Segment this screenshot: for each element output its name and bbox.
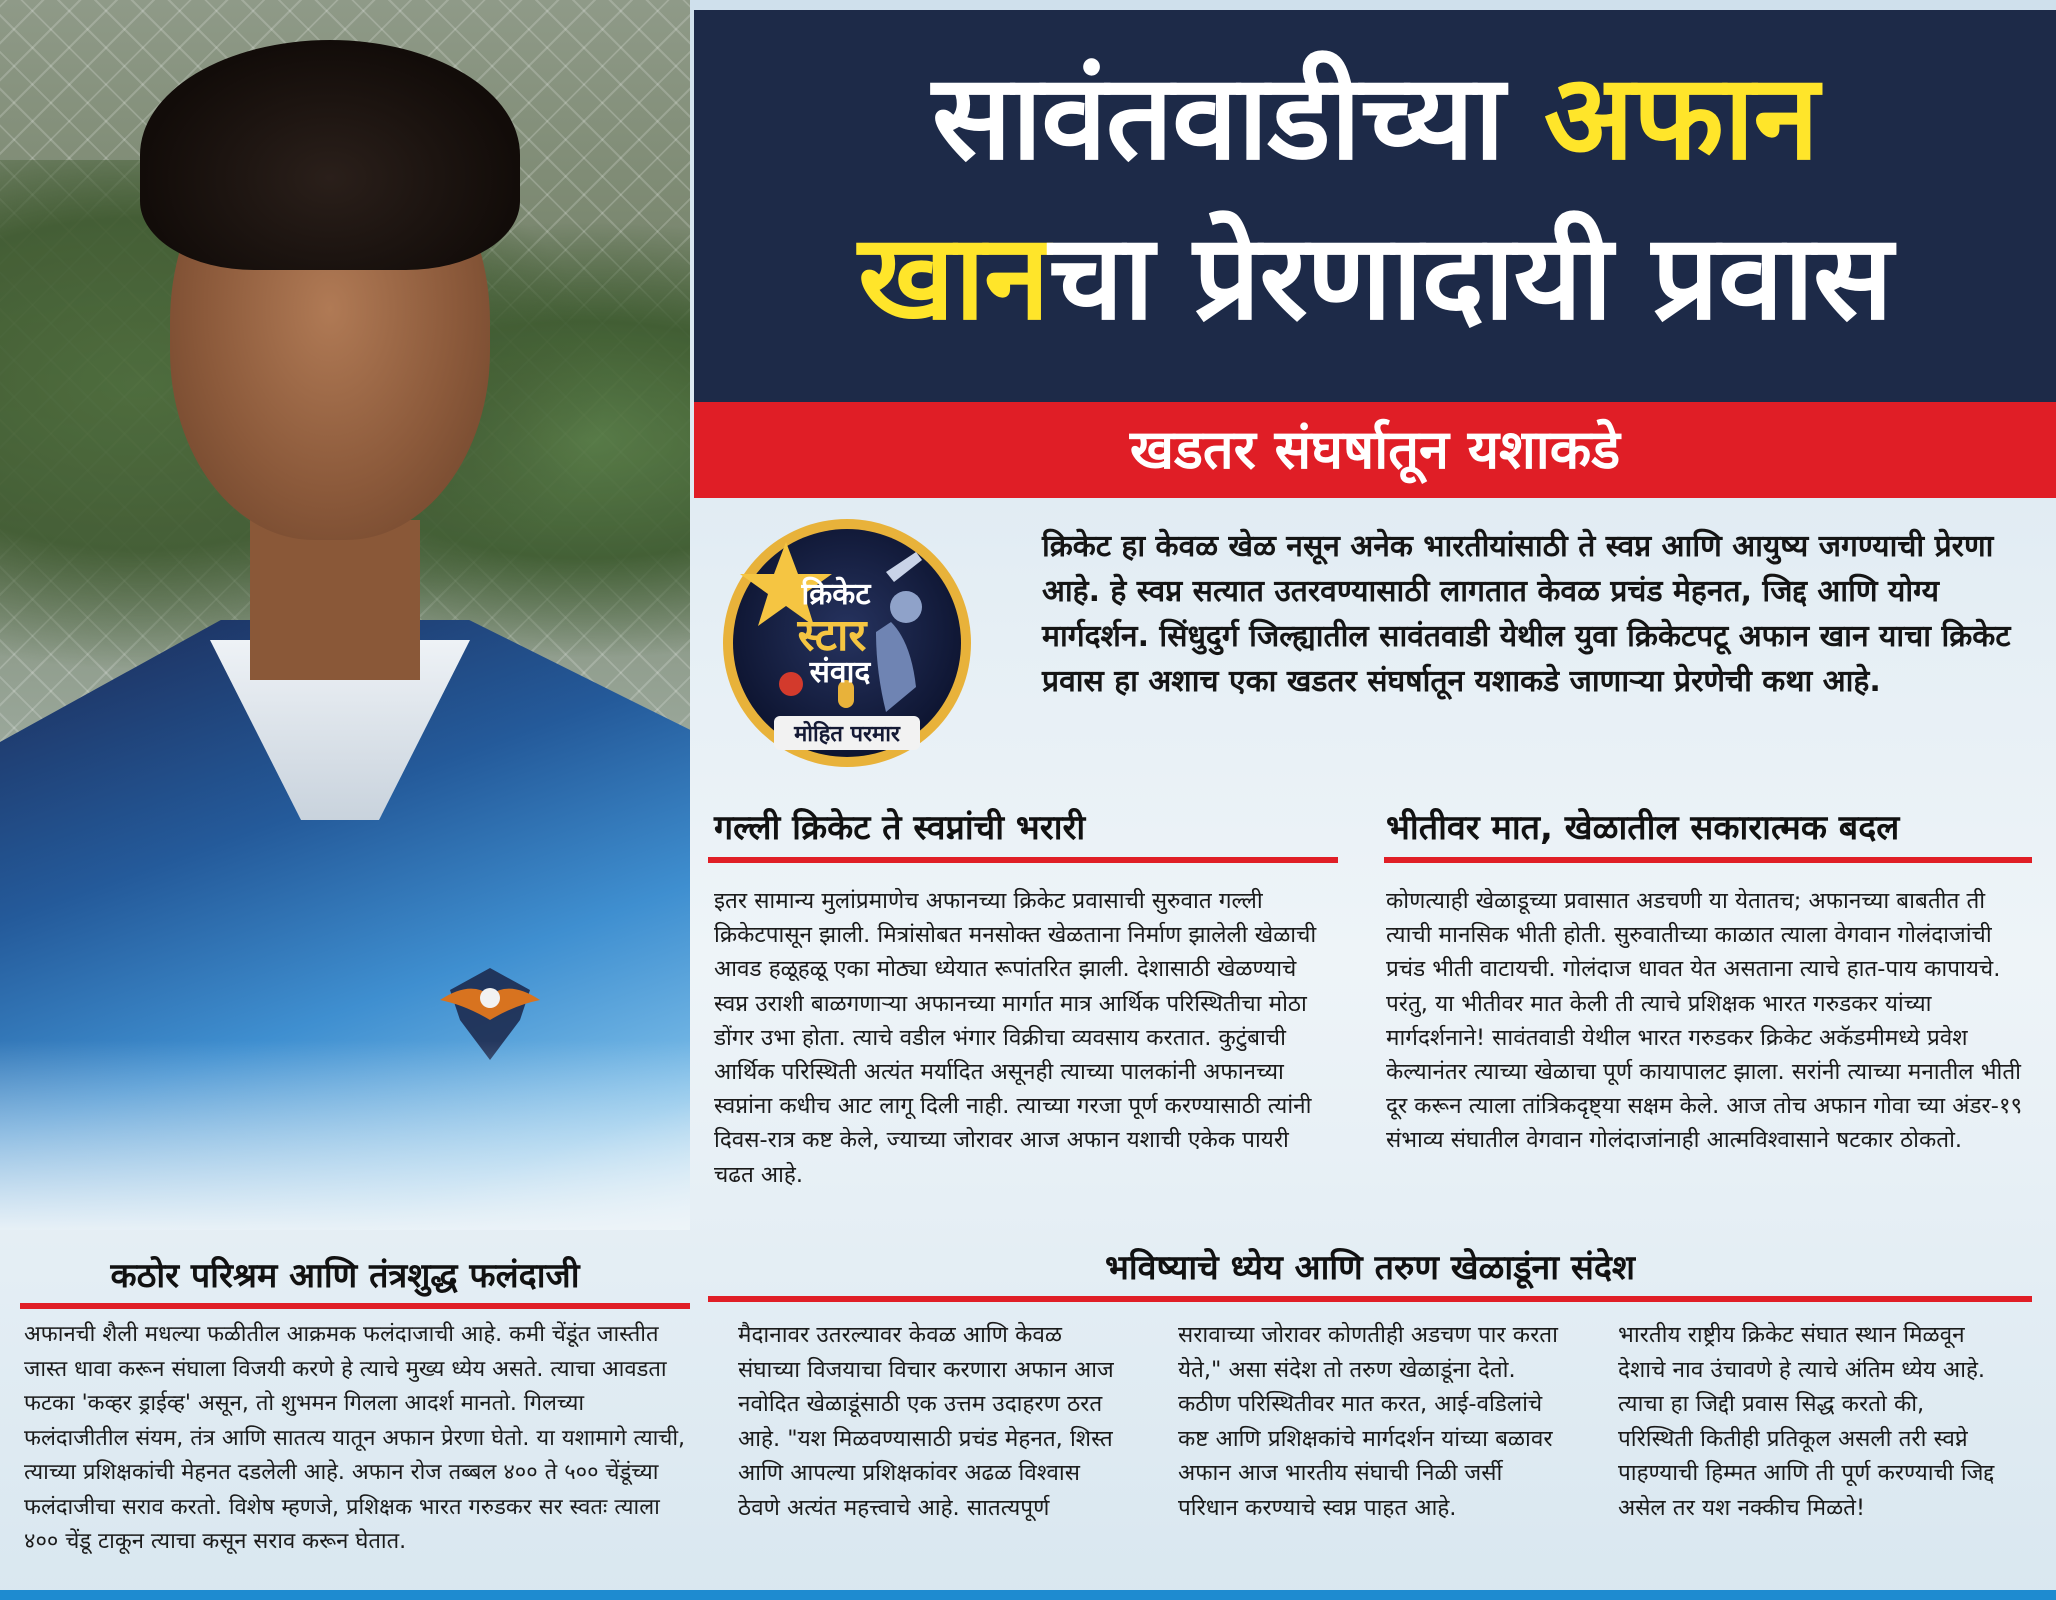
section-divider	[20, 1303, 690, 1309]
section-body-gully-cricket: इतर सामान्य मुलांप्रमाणेच अफानच्या क्रिकेट प्रवासाची सुरुवात गल्ली क्रिकेटपासून झाली. मित्रांसोबत मनसोक्त खेळताना निर्माण झालेली खेळाची आवड हळूहळू एका मोठ्या ध्येयात रूपांतरित झाली. देशासाठी खेळण्याचे स्वप्न उराशी बाळगणाऱ्या अफानच्या मार्गात मात्र आर्थिक परिस्थितीचा मोठा डोंगर उभा होता. त्याचे वडील भंगार विक्रीचा व्यवसाय करतात. कुटुंबाची आर्थिक परिस्थिती अत्यंत मर्यादित असूनही त्याच्या पालकांनी अफानच्या स्वप्नांना कधीच आट लागू दिली नाही. त्याच्या गरजा पूर्ण करण्यासाठी त्यांनी दिवस-रात्र कष्ट केले, ज्याच्या जोरावर आज अफान यशाची एकेक पायरी चढत आहे.	[714, 888, 1317, 1188]
section-divider	[708, 1296, 2032, 1302]
headline-highlight-surname: खान	[858, 208, 1049, 346]
section-body-future-column-1: मैदानावर उतरल्यावर केवळ आणि केवळ संघाच्या विजयाचा विचार करणारा अफान आज नवोदित खेळाडूंसाठी एक उत्तम उदाहरण ठरत आहे. "यश मिळवण्यासाठी प्रचंड मेहनत, शिस्त आणि आपल्या प्रशिक्षकांवर अढळ विश्वास ठेवणे अत्यंत महत्त्वाचे आहे. सातत्यपूर्ण	[738, 1322, 1114, 1521]
section-body-future-column-3: भारतीय राष्ट्रीय क्रिकेट संघात स्थान मिळवून देशाचे नाव उंचावणे हे त्याचे अंतिम ध्येय आहे. त्याचा हा जिद्दी प्रवास सिद्ध करतो की, परिस्थिती कितीही प्रतिकूल असली तरी स्वप्ने पाहण्याची हिम्मत आणि ती पूर्ण करण्याची जिद्द असेल तर यश नक्कीच मिळते!	[1618, 1322, 1995, 1521]
section-heading-hard-work: कठोर परिश्रम आणि तंत्रशुद्ध फलंदाजी	[110, 1256, 580, 1296]
headline-white-text-2: चा प्रेरणादायी प्रवास	[1048, 208, 1892, 346]
headline-white-text: सावंतवाडीच्या	[931, 48, 1544, 186]
neck	[250, 520, 420, 680]
intro-paragraph: क्रिकेट हा केवळ खेळ नसून अनेक भारतीयांसाठी ते स्वप्न आणि आयुष्य जगण्याची प्रेरणा आहे. हे स्वप्न सत्यात उतरवण्यासाठी लागतात केवळ प्रचंड मेहनत, जिद्द आणि योग्य मार्गदर्शन. सिंधुदुर्ग जिल्ह्यातील सावंतवाडी येथील युवा क्रिकेटपटू अफान खान याचा क्रिकेट प्रवास हा अशाच एका खडतर संघर्षातून यशाकडे जाणाऱ्या प्रेरणेची कथा आहे.	[1042, 529, 2011, 699]
section-divider	[1384, 857, 2032, 863]
section-heading-overcoming-fear: भीतीवर मात, खेळातील सकारात्मक बदल	[1386, 808, 1900, 848]
hair	[140, 40, 520, 270]
headline-line-1	[694, 48, 2056, 186]
section-body-overcoming-fear: कोणत्याही खेळाडूच्या प्रवासात अडचणी या येतातच; अफानच्या बाबतीत ती त्याची मानसिक भीती होती. सुरुवातीच्या काळात त्याला वेगवान गोलंदाजांची प्रचंड भीती वाटायची. गोलंदाज धावत येत असताना त्याचे हात-पाय कापायचे. परंतु, या भीतीवर मात केली ती त्याचे प्रशिक्षक भारत गरुडकर यांच्या मार्गदर्शनाने! सावंतवाडी येथील भारत गरुडकर क्रिकेट अकॅडमीमध्ये प्रवेश केल्यानंतर त्याच्या खेळाचा पूर्ण कायापालट झाला. सरांनी त्याच्या मनातील भीती दूर करून त्याला तांत्रिकदृष्ट्या सक्षम केले. आज तोच अफान गोवा च्या अंडर-१९ संभाव्य संघातील वेगवान गोलंदाजांनाही आत्मविश्वासाने षटकार ठोकतो.	[1386, 888, 2023, 1154]
headline-highlight-name: अफान	[1543, 48, 1819, 186]
player-photo	[0, 0, 690, 1230]
section-divider	[708, 857, 1338, 863]
section-body-future-column-2: सरावाच्या जोरावर कोणतीही अडचण पार करता येते," असा संदेश तो तरुण खेळाडूंना देतो. कठीण परिस्थितीवर मात करत, आई-वडिलांचे कष्ट आणि प्रशिक्षकांचे मार्गदर्शन यांच्या बळावर अफान आज भारतीय संघाची निळी जर्सी परिधान करण्याचे स्वप्न पाहत आहे.	[1178, 1322, 1558, 1521]
section-heading-gully-cricket: गल्ली क्रिकेट ते स्वप्नांची भरारी	[714, 808, 1086, 848]
bottom-accent-bar	[0, 1590, 2056, 1600]
logo-text-star: स्टार	[797, 610, 867, 661]
subheadline-banner: खडतर संघर्षातून यशाकडे	[694, 402, 2056, 498]
logo-text-cricket: क्रिकेट	[801, 577, 871, 612]
logo-text-samvad: संवाद	[809, 655, 871, 690]
cricket-star-samvad-logo	[716, 512, 978, 774]
photo-fade	[0, 1040, 690, 1230]
headline-line-2	[694, 208, 2056, 346]
ball-icon	[779, 672, 803, 696]
logo-ribbon-text: मोहित परमार	[794, 722, 900, 747]
section-body-hard-work: अफानची शैली मधल्या फळीतील आक्रमक फलंदाजाची आहे. कमी चेंडूंत जास्तीत जास्त धावा करून संघाला विजयी करणे हे त्याचे मुख्य ध्येय असते. त्याचा आवडता फटका 'कव्हर ड्राईव्ह' असून, तो शुभमन गिलला आदर्श मानतो. गिलच्या फलंदाजीतील संयम, तंत्र आणि सातत्य यातून अफान प्रेरणा घेतो. या यशामागे त्याची, त्याच्या प्रशिक्षकांची मेहनत दडलेली आहे. अफान रोज तब्बल ४०० ते ५०० चेंडूंच्या फलंदाजीचा सराव करतो. विशेष म्हणजे, प्रशिक्षक भारत गरुडकर सर स्वतः त्याला ४०० चेंडू टाकून त्याचा कसून सराव करून घेतात.	[24, 1322, 686, 1554]
section-heading-future-goals: भविष्याचे ध्येय आणि तरुण खेळाडूंना संदेश	[1104, 1248, 1636, 1288]
